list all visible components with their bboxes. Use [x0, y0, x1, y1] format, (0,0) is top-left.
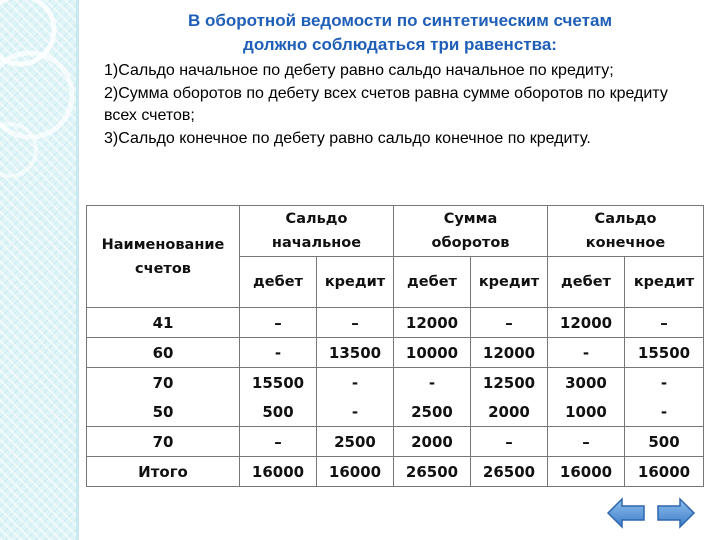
table-cell: –	[240, 427, 317, 457]
table-cell: –	[471, 427, 548, 457]
header-opening-balance	[240, 206, 394, 257]
table-row	[87, 338, 704, 368]
table-cell: -	[625, 397, 704, 427]
table-cell: 2500	[394, 397, 471, 427]
header-turnover	[394, 206, 548, 257]
turnover-sheet-table	[86, 205, 704, 487]
slide-title-line-1: В оборотной ведомости по синтетическим счетам	[187, 11, 613, 30]
header-sub-credit: кредит	[471, 257, 548, 308]
table-cell: 12000	[548, 308, 625, 338]
header-sub-credit: кредит	[317, 257, 394, 308]
rule-1: 1)Сальдо начальное по дебету равно сальдо начальное по кредиту;	[104, 62, 614, 79]
table-cell: 26500	[471, 457, 548, 487]
header-closing-balance-line-2: конечное	[585, 235, 666, 251]
account-name-total: Итого	[87, 457, 240, 487]
rules-list	[104, 60, 704, 150]
table-row	[87, 308, 704, 338]
rule-3: 3)Сальдо конечное по дебету равно сальдо конечное по кредиту.	[104, 129, 591, 147]
header-sub-debit: дебет	[394, 257, 471, 308]
header-account-name-line-2: счетов	[135, 260, 191, 277]
header-closing-balance-line-1: Сальдо	[594, 211, 657, 227]
table-cell: 12000	[394, 308, 471, 338]
table-cell: 16000	[317, 457, 394, 487]
rule-2: 2)Сумма оборотов по дебету всех счетов равна сумме оборотов по кредиту всех счетов;	[104, 84, 668, 124]
table-cell: -	[317, 368, 394, 398]
table-cell: 12000	[471, 338, 548, 368]
table-cell: –	[548, 427, 625, 457]
table-row	[87, 397, 704, 427]
header-row-groups	[87, 206, 704, 257]
account-name: 70	[87, 368, 240, 398]
slide-title	[100, 9, 700, 57]
account-name: 50	[87, 397, 240, 427]
table-cell: 16000	[625, 457, 704, 487]
table-cell: 15500	[240, 368, 317, 398]
table-cell: 10000	[394, 338, 471, 368]
table-cell: 13500	[317, 338, 394, 368]
table-cell: 12500	[471, 368, 548, 398]
table-cell: –	[471, 308, 548, 338]
table-cell: 16000	[548, 457, 625, 487]
table-cell: 2500	[317, 427, 394, 457]
decorative-circles	[0, 0, 79, 540]
table-cell: -	[548, 338, 625, 368]
table-cell: -	[240, 338, 317, 368]
account-name: 70	[87, 427, 240, 457]
table-cell: –	[317, 308, 394, 338]
account-name: 41	[87, 308, 240, 338]
table-cell: 500	[240, 397, 317, 427]
header-account-name	[87, 206, 240, 308]
table-cell: 2000	[394, 427, 471, 457]
table-cell: -	[317, 397, 394, 427]
header-turnover-line-2: оборотов	[431, 235, 510, 251]
arrow-right-icon[interactable]	[656, 496, 696, 530]
header-sub-credit: кредит	[625, 257, 704, 308]
table-cell: 26500	[394, 457, 471, 487]
table-cell: –	[625, 308, 704, 338]
header-sub-debit: дебет	[240, 257, 317, 308]
table-cell: 1000	[548, 397, 625, 427]
table-cell: 16000	[240, 457, 317, 487]
header-sub-debit: дебет	[548, 257, 625, 308]
account-name: 60	[87, 338, 240, 368]
table-cell: 3000	[548, 368, 625, 398]
table-row	[87, 427, 704, 457]
table-cell: -	[625, 368, 704, 398]
header-turnover-line-1: Сумма	[443, 211, 498, 227]
table-cell: –	[240, 308, 317, 338]
table-cell: 15500	[625, 338, 704, 368]
table-cell: 500	[625, 427, 704, 457]
header-opening-balance-line-1: Сальдо	[285, 211, 348, 227]
header-account-name-line-1: Наименование	[101, 236, 225, 253]
arrow-left-icon[interactable]	[606, 496, 646, 530]
header-opening-balance-line-2: начальное	[271, 235, 362, 251]
table-row-total	[87, 457, 704, 487]
header-closing-balance	[548, 206, 704, 257]
table-row	[87, 368, 704, 398]
table-cell: -	[394, 368, 471, 398]
slide-title-line-2: должно соблюдаться три равенства:	[243, 35, 557, 54]
table-cell: 2000	[471, 397, 548, 427]
